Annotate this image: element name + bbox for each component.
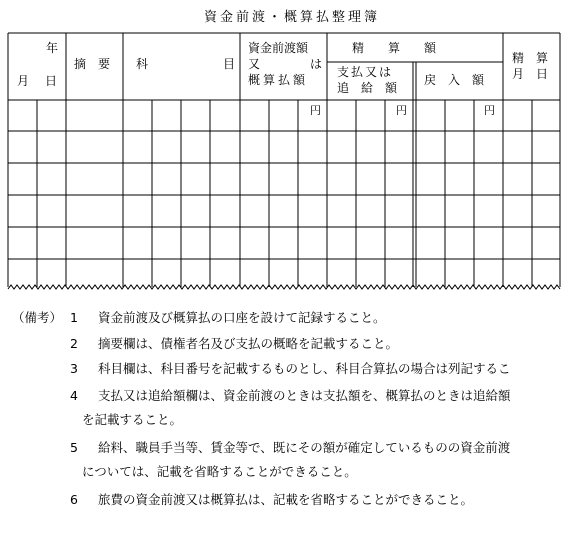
header-pay-line1: 支払又は — [337, 65, 394, 79]
header-refund: 戻 入 額 — [424, 73, 485, 87]
header-advance-line2-b: は — [310, 57, 323, 71]
note-number: 5 — [70, 440, 78, 455]
yen-mark-refund: 円 — [484, 104, 495, 117]
header-summary: 摘 要 — [74, 57, 111, 71]
notes-label: （備考） — [12, 310, 63, 325]
yen-mark-advance: 円 — [310, 104, 321, 117]
header-pay-line2: 追 給 額 — [337, 81, 398, 95]
header-settle-date-line2: 月 日 — [512, 67, 549, 81]
header-day: 日 — [45, 74, 58, 88]
header-account-left: 科 — [136, 57, 149, 71]
note-text: 旅費の資金前渡又は概算払は、記載を省略することができること。 — [98, 492, 474, 507]
note-text: 支払又は追給額欄は、資金前渡のときは支払額を、概算払のときは追給額 — [98, 388, 511, 403]
header-month: 月 — [17, 74, 30, 88]
header-settle: 精 算 額 — [352, 41, 437, 55]
header-year: 年 — [46, 41, 59, 55]
note-number: 1 — [70, 310, 78, 325]
header-advance-line3: 概算払額 — [248, 73, 309, 87]
note-text: 摘要欄は、債権者名及び支払の概略を記載すること。 — [98, 336, 399, 351]
note-text: 資金前渡及び概算払の口座を設けて記録すること。 — [98, 310, 386, 325]
note-text: 科目欄は、科目番号を記載するものとし、科目合算払の場合は列記するこ — [98, 361, 511, 376]
note-text: 給料、職員手当等、賃金等で、既にその額が確定しているものの資金前渡 — [98, 440, 511, 455]
note-text-continued: については、記載を省略することができること。 — [82, 464, 357, 479]
ledger-title: 資金前渡・概算払整理簿 — [203, 10, 380, 25]
header-account-right: 目 — [223, 57, 236, 71]
yen-mark-pay: 円 — [396, 104, 407, 117]
note-text-continued: を記載すること。 — [82, 412, 183, 427]
note-number: 6 — [70, 492, 78, 507]
note-number: 4 — [70, 388, 78, 403]
note-number: 3 — [70, 361, 78, 376]
header-advance-line2-a: 又 — [248, 57, 261, 71]
torn-edge — [8, 285, 560, 289]
note-number: 2 — [70, 336, 78, 351]
header-advance-line1: 資金前渡額 — [248, 41, 309, 55]
header-settle-date-line1: 精 算 — [512, 51, 549, 65]
